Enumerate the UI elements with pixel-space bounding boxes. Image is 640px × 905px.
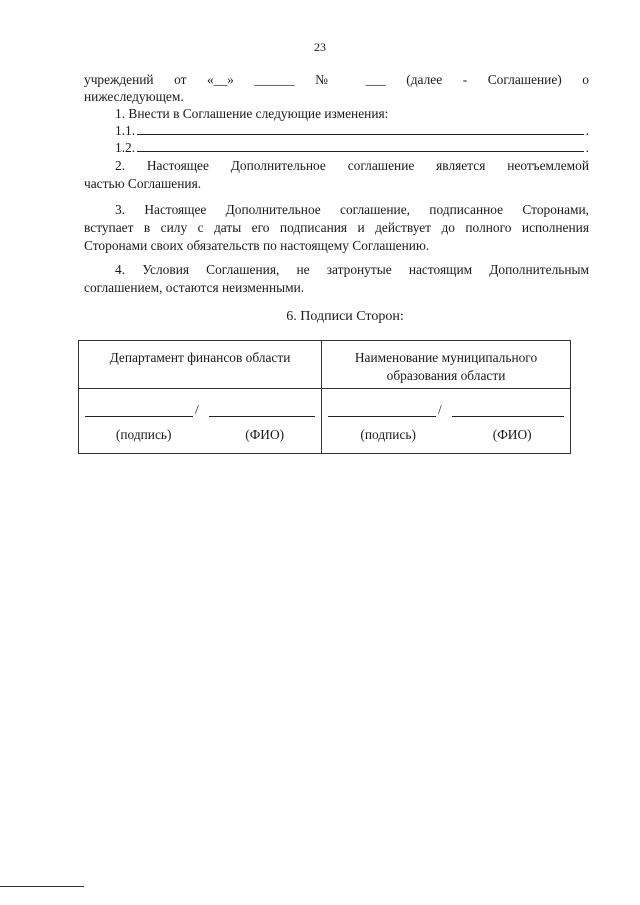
signature-caption: (подпись) [115, 427, 172, 442]
number-sign: № [315, 72, 346, 87]
left-party-name: Департамент финансов области [109, 350, 291, 365]
separator-slash: / [195, 402, 199, 417]
sub-item-1-1 [115, 123, 589, 139]
agreement-number-blank: ___ [365, 72, 386, 87]
clause-1-text: 1. Внести в Соглашение следующие изменения: [115, 106, 389, 121]
separator-slash: / [438, 402, 442, 417]
clause-2-line-2: частью Соглашения. [84, 176, 202, 191]
name-caption: (ФИО) [492, 427, 532, 442]
sub-item-1-2 [115, 140, 589, 156]
sub-item-end: . [585, 140, 589, 155]
sub-item-label: 1.2. [115, 140, 136, 155]
left-signature-blanks [85, 403, 315, 417]
signatures-table [78, 340, 571, 454]
intro-line [84, 72, 589, 88]
signature-blank [85, 415, 193, 417]
fill-in-line [137, 150, 584, 152]
clause-3-line-1: 3. Настоящее Дополнительное соглашение, подписанное Сторонами, [115, 202, 589, 217]
signature-blank [328, 415, 436, 417]
right-party-name-line-2: образования области [386, 368, 506, 383]
left-captions [79, 427, 321, 443]
clause-3-line-3: Сторонами своих обязательств по настоящему Соглашению. [84, 238, 430, 253]
left-party-cell [79, 341, 322, 389]
name-blank [452, 415, 564, 417]
clause-4-line-1: 4. Условия Соглашения, не затронутые настоящим Дополнительным [115, 262, 589, 277]
clause-4-line-2: соглашением, остаются неизменными. [84, 280, 305, 295]
clause-2-line-1: 2. Настоящее Дополнительное соглашение является неотъемлемой [115, 158, 589, 173]
sub-item-label: 1.1. [115, 123, 136, 138]
sub-item-end: . [585, 123, 589, 138]
right-captions [322, 427, 570, 443]
name-caption: (ФИО) [245, 427, 285, 442]
date-month-blank: ______ [254, 72, 295, 87]
name-blank [209, 415, 315, 417]
right-party-cell [322, 341, 571, 389]
signatures-section-title: 6. Подписи Сторон: [286, 309, 404, 324]
right-signature-blanks [328, 403, 564, 417]
fill-in-line [137, 133, 584, 135]
right-signature-cell [322, 389, 571, 454]
intro-word-from: от [174, 72, 187, 87]
intro-hereinafter: (далее - Соглашение) о [406, 72, 589, 87]
signature-caption: (подпись) [360, 427, 416, 442]
page-number: 23 [314, 40, 326, 54]
intro-word-institutions: учреждений [84, 72, 154, 87]
footnote-divider [0, 886, 84, 887]
left-signature-cell [79, 389, 322, 454]
intro-line-2: нижеследующем. [84, 89, 184, 104]
date-day-field: «__» [207, 72, 234, 87]
clause-3-line-2: вступает в силу с даты его подписания и действует до полного исполнения [84, 220, 589, 235]
right-party-name-line-1: Наименование муниципального [354, 350, 538, 365]
